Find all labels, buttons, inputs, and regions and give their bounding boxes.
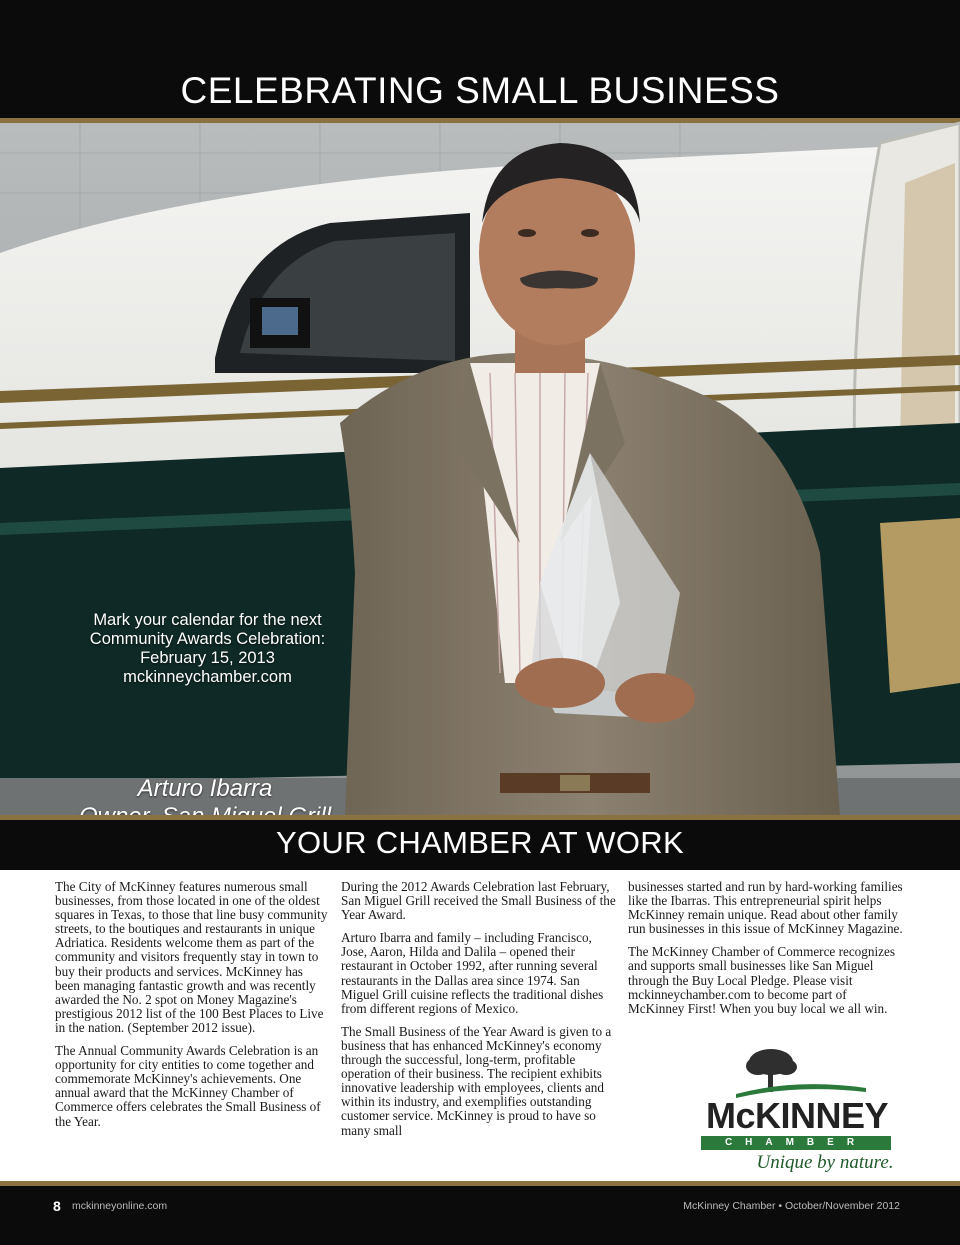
calendar-date: February 15, 2013	[140, 649, 275, 667]
article-column-2	[341, 880, 617, 1147]
section-header-bar	[0, 820, 960, 870]
feature-photo	[0, 123, 960, 815]
article-paragraph: businesses started and run by hard-working families like the Ibarras. This entrepreneurial spirit helps McKinney remain unique. Read about other family run businesses in this issue of McKinney Magazine.	[628, 879, 903, 937]
article-paragraph: Arturo Ibarra and family – including Francisco, Jose, Aaron, Hilda and Dalila – opened their restaurant in October 1992, after running several restaurants in the Dallas area since 1974. San Miguel Grill cuisine reflects the traditional dishes from different regions of Mexico.	[341, 930, 604, 1016]
mckinney-chamber-logo	[696, 1048, 896, 1173]
article-paragraph: The City of McKinney features numerous small businesses, from those located in one of the oldest squares in Texas, to those that line busy community streets, to the boutiques and restaurants in unique Adriatica. Residents welcome them as part of the community and visitors frequently stay in town to buy their products and services. McKinney has been managing fantastic growth and was recently awarded the No. 2 spot on Money Magazine's prestigious 2012 list of the 100 Best Places to Live in the nation. (September 2012 issue).	[55, 879, 328, 1035]
article-column-1	[55, 880, 330, 1138]
article-paragraph: The Annual Community Awards Celebration is an opportunity for city entities to come together and commemorate McKinney's achievements. One annual award that the McKinney Chamber of Commerce offers celebrates the Small Business of the Year.	[55, 1043, 321, 1129]
article-paragraph: The McKinney Chamber of Commerce recognizes and supports small businesses like San Miguel through the Buy Local Pledge. Please visit mckinneychamber.com to become part of McKinney First! When you buy local we all win.	[628, 944, 895, 1016]
logo-name: McKINNEY	[705, 1095, 889, 1136]
calendar-line: Mark your calendar for the next	[93, 611, 322, 629]
article-column-3	[628, 880, 903, 1025]
hangar-plane-portrait	[0, 123, 960, 815]
page-title: CELEBRATING SMALL BUSINESS	[180, 70, 780, 111]
page-footer	[0, 1186, 960, 1245]
logo-tagline: Unique by nature.	[756, 1152, 894, 1173]
top-header-bar	[0, 0, 960, 118]
calendar-website: mckinneychamber.com	[123, 668, 292, 686]
logo-chamber: CHAMBER	[724, 1137, 868, 1148]
article-paragraph: During the 2012 Awards Celebration last February, San Miguel Grill received the Small Business of the Year Award.	[341, 879, 616, 923]
calendar-line: Community Awards Celebration:	[89, 630, 326, 648]
footer-publication: McKinney Chamber • October/November 2012	[683, 1200, 900, 1212]
caption-name: Arturo Ibarra	[137, 775, 273, 802]
footer-website[interactable]: mckinneyonline.com	[72, 1200, 168, 1212]
tree-icon	[696, 1048, 896, 1098]
article-paragraph: The Small Business of the Year Award is given to a business that has enhanced McKinney's economy through the successful, long-term, profitable operation of their business. The recipient exhibits innovative leadership with employees, clients and within its industry, and exemplifies outstanding customer service. McKinney is proud to have so many small	[341, 1023, 612, 1138]
calendar-notice	[60, 611, 355, 687]
page-number: 8	[53, 1198, 61, 1214]
section-title: YOUR CHAMBER AT WORK	[276, 825, 684, 860]
